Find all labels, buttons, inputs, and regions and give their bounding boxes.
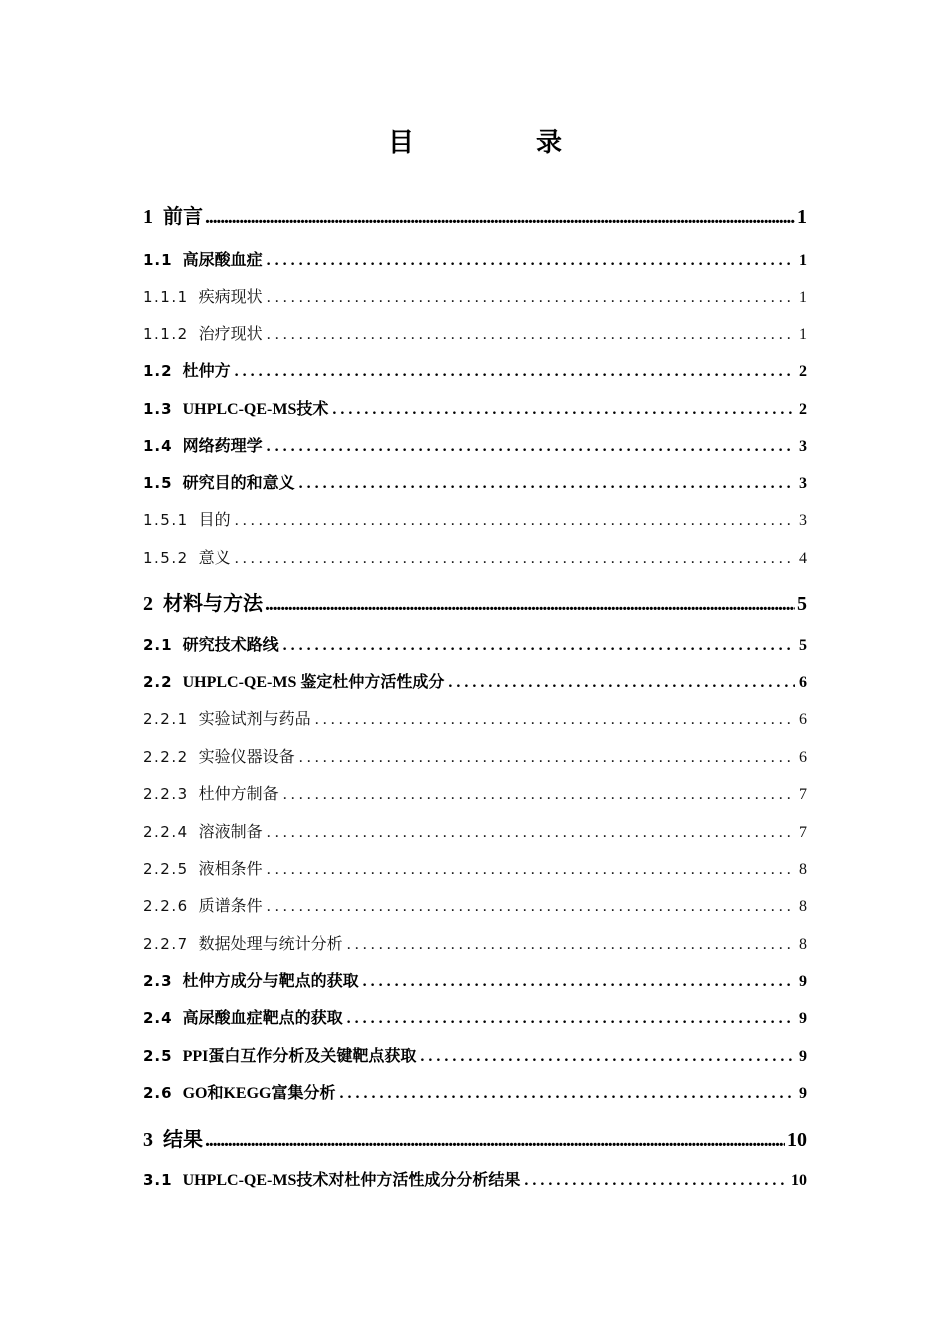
toc-entry-number: 1.3 <box>143 400 173 418</box>
toc-entry-page: 1 <box>797 206 807 228</box>
dot-leader <box>267 898 795 916</box>
toc-entry-page: 1 <box>799 326 807 343</box>
toc-entry[interactable] <box>143 931 807 954</box>
toc-entry-page: 9 <box>799 1010 807 1027</box>
toc-entry-page: 10 <box>787 1129 807 1151</box>
toc-entry-number: 2.2.1 <box>143 710 189 728</box>
dot-leader <box>339 1085 795 1103</box>
toc-entry-page: 9 <box>799 973 807 990</box>
toc-entry-label: UHPLC-QE-MS技术 <box>182 401 329 418</box>
toc-entry-number: 1.1 <box>143 251 173 269</box>
toc-entry-label: 杜仲方 <box>182 363 231 380</box>
dot-leader <box>267 289 795 307</box>
dot-leader <box>205 1129 785 1152</box>
toc-entry[interactable] <box>143 706 807 729</box>
toc-entry-page: 1 <box>799 289 807 306</box>
dot-leader <box>283 637 795 655</box>
toc-entry-page: 6 <box>799 711 807 728</box>
dot-leader <box>235 363 795 381</box>
dot-leader <box>205 206 795 229</box>
toc-entry-number: 2.2.6 <box>143 897 189 915</box>
toc-entry-number: 2.2.3 <box>143 785 189 803</box>
toc-entry-page: 9 <box>799 1085 807 1102</box>
toc-entry[interactable] <box>143 1167 807 1190</box>
toc-entry-page: 3 <box>799 438 807 455</box>
toc-entry-label: PPI蛋白互作分析及关键靶点获取 <box>182 1048 417 1065</box>
toc-entry-number: 1.1.2 <box>143 325 189 343</box>
toc-entry[interactable] <box>143 507 807 530</box>
toc-entry-number: 1.5 <box>143 474 173 492</box>
toc-entry[interactable] <box>143 632 807 655</box>
toc-title: 目 录 <box>387 128 610 157</box>
toc-entry-label: 数据处理与统计分析 <box>198 936 343 953</box>
toc-entry[interactable] <box>143 1123 807 1152</box>
toc-entry-page: 8 <box>799 861 807 878</box>
toc-entry-number: 2.2.5 <box>143 860 189 878</box>
toc-entry[interactable] <box>143 247 807 270</box>
dot-leader <box>347 936 795 954</box>
toc-entry-page: 5 <box>799 637 807 654</box>
toc-entry-label: 意义 <box>198 550 231 567</box>
toc-entry-page: 3 <box>799 475 807 492</box>
toc-entry-number: 2.2.4 <box>143 823 189 841</box>
dot-leader <box>315 711 795 729</box>
toc-entry-number: 2.4 <box>143 1009 173 1027</box>
dot-leader <box>283 786 795 804</box>
dot-leader <box>235 550 795 568</box>
toc-entry-page: 2 <box>799 401 807 418</box>
toc-entry-number: 1.2 <box>143 362 173 380</box>
dot-leader <box>299 475 795 493</box>
toc-entry-label: 实验仪器设备 <box>198 749 295 766</box>
toc-entry-number: 2.6 <box>143 1084 173 1102</box>
toc-entry[interactable] <box>143 470 807 493</box>
dot-leader <box>299 749 795 767</box>
toc-entry-label: 疾病现状 <box>198 289 263 306</box>
toc-entry-number: 2.1 <box>143 636 173 654</box>
toc-entry-label: UHPLC-QE-MS 鉴定杜仲方活性成分 <box>182 674 445 691</box>
toc-entry-page: 6 <box>799 749 807 766</box>
toc-entry-page: 1 <box>799 252 807 269</box>
toc-entry-page: 7 <box>799 824 807 841</box>
toc-entry[interactable] <box>143 284 807 307</box>
toc-entry-number: 2.3 <box>143 972 173 990</box>
toc-entry-label: 实验试剂与药品 <box>198 711 311 728</box>
toc-entry-label: 目的 <box>198 512 231 529</box>
toc-entry-page: 10 <box>791 1172 807 1189</box>
toc-entry[interactable] <box>143 358 807 381</box>
toc-entry-number: 2 <box>143 593 153 615</box>
toc-entry[interactable] <box>143 856 807 879</box>
toc-entry-label: 高尿酸血症 <box>182 252 263 269</box>
dot-leader <box>448 674 795 692</box>
toc-entry-label: 溶液制备 <box>198 824 263 841</box>
toc-entry[interactable] <box>143 669 807 692</box>
dot-leader <box>235 512 795 530</box>
toc-entry-label: 治疗现状 <box>198 326 263 343</box>
toc-entry-label: 研究技术路线 <box>182 637 279 654</box>
toc-entry[interactable] <box>143 321 807 344</box>
toc-entry-number: 1.5.2 <box>143 549 189 567</box>
toc-entry[interactable] <box>143 893 807 916</box>
toc-entry-page: 4 <box>799 550 807 567</box>
toc-entry[interactable] <box>143 1080 807 1103</box>
toc-entry-label: 质谱条件 <box>198 898 263 915</box>
toc-entry-number: 1 <box>143 206 153 228</box>
toc-entry[interactable] <box>143 781 807 804</box>
toc-entry[interactable] <box>143 819 807 842</box>
toc-entry-page: 3 <box>799 512 807 529</box>
dot-leader <box>267 438 795 456</box>
toc-entry[interactable] <box>143 200 807 229</box>
toc-entry-label: 高尿酸血症靶点的获取 <box>182 1010 343 1027</box>
toc-entry-label: 研究目的和意义 <box>182 475 295 492</box>
toc-entry-page: 9 <box>799 1048 807 1065</box>
toc-entry-page: 5 <box>797 593 807 615</box>
toc-entry[interactable] <box>143 968 807 991</box>
dot-leader <box>363 973 795 991</box>
toc-entry-page: 8 <box>799 898 807 915</box>
dot-leader <box>267 861 795 879</box>
toc-entry-page: 7 <box>799 786 807 803</box>
toc-entry-number: 2.2.2 <box>143 748 189 766</box>
toc-entry-page: 6 <box>799 674 807 691</box>
toc-entry-label: 材料与方法 <box>163 593 263 615</box>
toc-entry-label: 液相条件 <box>198 861 263 878</box>
toc-entry-label: 杜仲方制备 <box>198 786 279 803</box>
dot-leader <box>420 1048 795 1066</box>
dot-leader <box>265 593 795 616</box>
dot-leader <box>267 326 795 344</box>
dot-leader <box>332 401 795 419</box>
toc-entry-number: 1.4 <box>143 437 173 455</box>
toc-entry-label: 网络药理学 <box>182 438 263 455</box>
toc-entry-number: 3 <box>143 1129 153 1151</box>
toc-entry-page: 8 <box>799 936 807 953</box>
toc-entry-label: 结果 <box>163 1129 203 1151</box>
toc-entry-number: 2.2 <box>143 673 173 691</box>
dot-leader <box>524 1172 787 1190</box>
dot-leader <box>267 252 795 270</box>
toc-entry-label: UHPLC-QE-MS技术对杜仲方活性成分分析结果 <box>182 1172 521 1189</box>
toc-entry-number: 2.2.7 <box>143 935 189 953</box>
toc-entry-number: 1.1.1 <box>143 288 189 306</box>
toc-entry[interactable] <box>143 545 807 568</box>
toc-entry-number: 3.1 <box>143 1171 173 1189</box>
toc-entry-number: 1.5.1 <box>143 511 189 529</box>
toc-entry[interactable] <box>143 396 807 419</box>
toc-entry[interactable] <box>143 1043 807 1066</box>
dot-leader <box>347 1010 795 1028</box>
toc-entry-label: 前言 <box>163 206 203 228</box>
toc-entry[interactable] <box>143 587 807 616</box>
toc-entry[interactable] <box>143 1005 807 1028</box>
toc-entry-label: GO和KEGG富集分析 <box>182 1085 336 1102</box>
toc-entry-page: 2 <box>799 363 807 380</box>
toc-entry-number: 2.5 <box>143 1047 173 1065</box>
toc-entry[interactable] <box>143 744 807 767</box>
toc-entry[interactable] <box>143 433 807 456</box>
dot-leader <box>267 824 795 842</box>
toc-entry-label: 杜仲方成分与靶点的获取 <box>182 973 359 990</box>
